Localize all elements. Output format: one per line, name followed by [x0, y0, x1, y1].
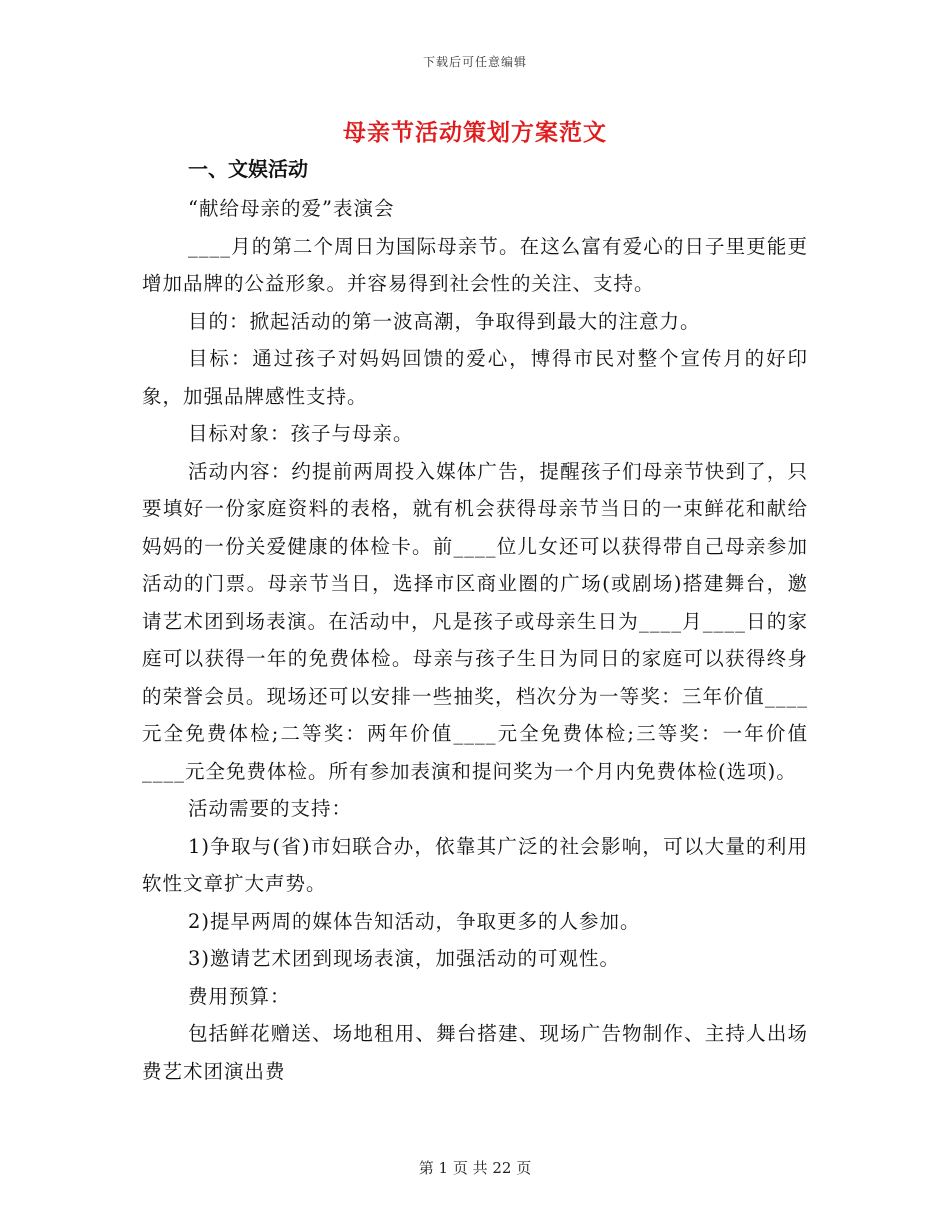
document-title: 母亲节活动策划方案范文	[343, 119, 607, 146]
header-note: 下载后可任意编辑	[422, 55, 527, 69]
paragraph-support-item-2: 2)提早两周的媒体告知活动，争取更多的人参加。	[188, 909, 641, 933]
paragraph-target-audience: 目标对象：孩子与母亲。	[188, 422, 414, 445]
paragraph-support-heading: 活动需要的支持：	[188, 797, 353, 820]
paragraph-budget-content: 包括鲜花赠送、场地租用、舞台搭建、现场广告物制作、主持人出场费艺术团演出费	[142, 1022, 808, 1083]
paragraph-support-item-3: 3)邀请艺术团到现场表演，加强活动的可观性。	[188, 947, 621, 970]
section-heading: 一、文娱活动	[188, 157, 308, 181]
paragraph-activity-content: 活动内容：约提前两周投入媒体广告，提醒孩子们母亲节快到了，只要填好一份家庭资料的表格，就有机会获得母亲节当日的一束鲜花和献给妈妈的一份关爱健康的体检卡。前____位儿女还可以获得带自己母亲参加活动的门票。母亲节当日，选择市区商业圈的广场(或剧场)搭建舞台，邀请艺术团到场表演。在活动中，凡是孩子或母亲生日为____月____日的家庭可以获得一年的免费体检。母亲与孩子生日为同日的家庭可以获得终身的荣誉会员。现场还可以安排一些抽奖，档次分为一等奖：三年价值____元全免费体检;二等奖：两年价值____元全免费体检;三等奖：一年价值____元全免费体检。所有参加表演和提问奖为一个月内免费体检(选项)。	[142, 459, 808, 783]
paragraph-goal: 目标：通过孩子对妈妈回馈的爱心，博得市民对整个宣传月的好印象，加强品牌感性支持。	[142, 347, 808, 408]
paragraph-budget-heading: 费用预算：	[188, 984, 291, 1008]
page-number-footer: 第 1 页 共 22 页	[418, 1159, 532, 1177]
paragraph-intro: ____月的第二个周日为国际母亲节。在这么富有爱心的日子里更能更增加品牌的公益形象。并容易得到社会性的关注、支持。	[142, 234, 808, 295]
paragraph-support-item-1: 1)争取与(省)市妇联合办，依靠其广泛的社会影响，可以大量的利用软性文章扩大声势。	[142, 834, 808, 895]
paragraph-event-name: “献给母亲的爱”表演会	[188, 197, 395, 220]
document-body	[142, 148, 808, 1090]
paragraph-purpose: 目的：掀起活动的第一波高潮，争取得到最大的注意力。	[188, 309, 701, 333]
